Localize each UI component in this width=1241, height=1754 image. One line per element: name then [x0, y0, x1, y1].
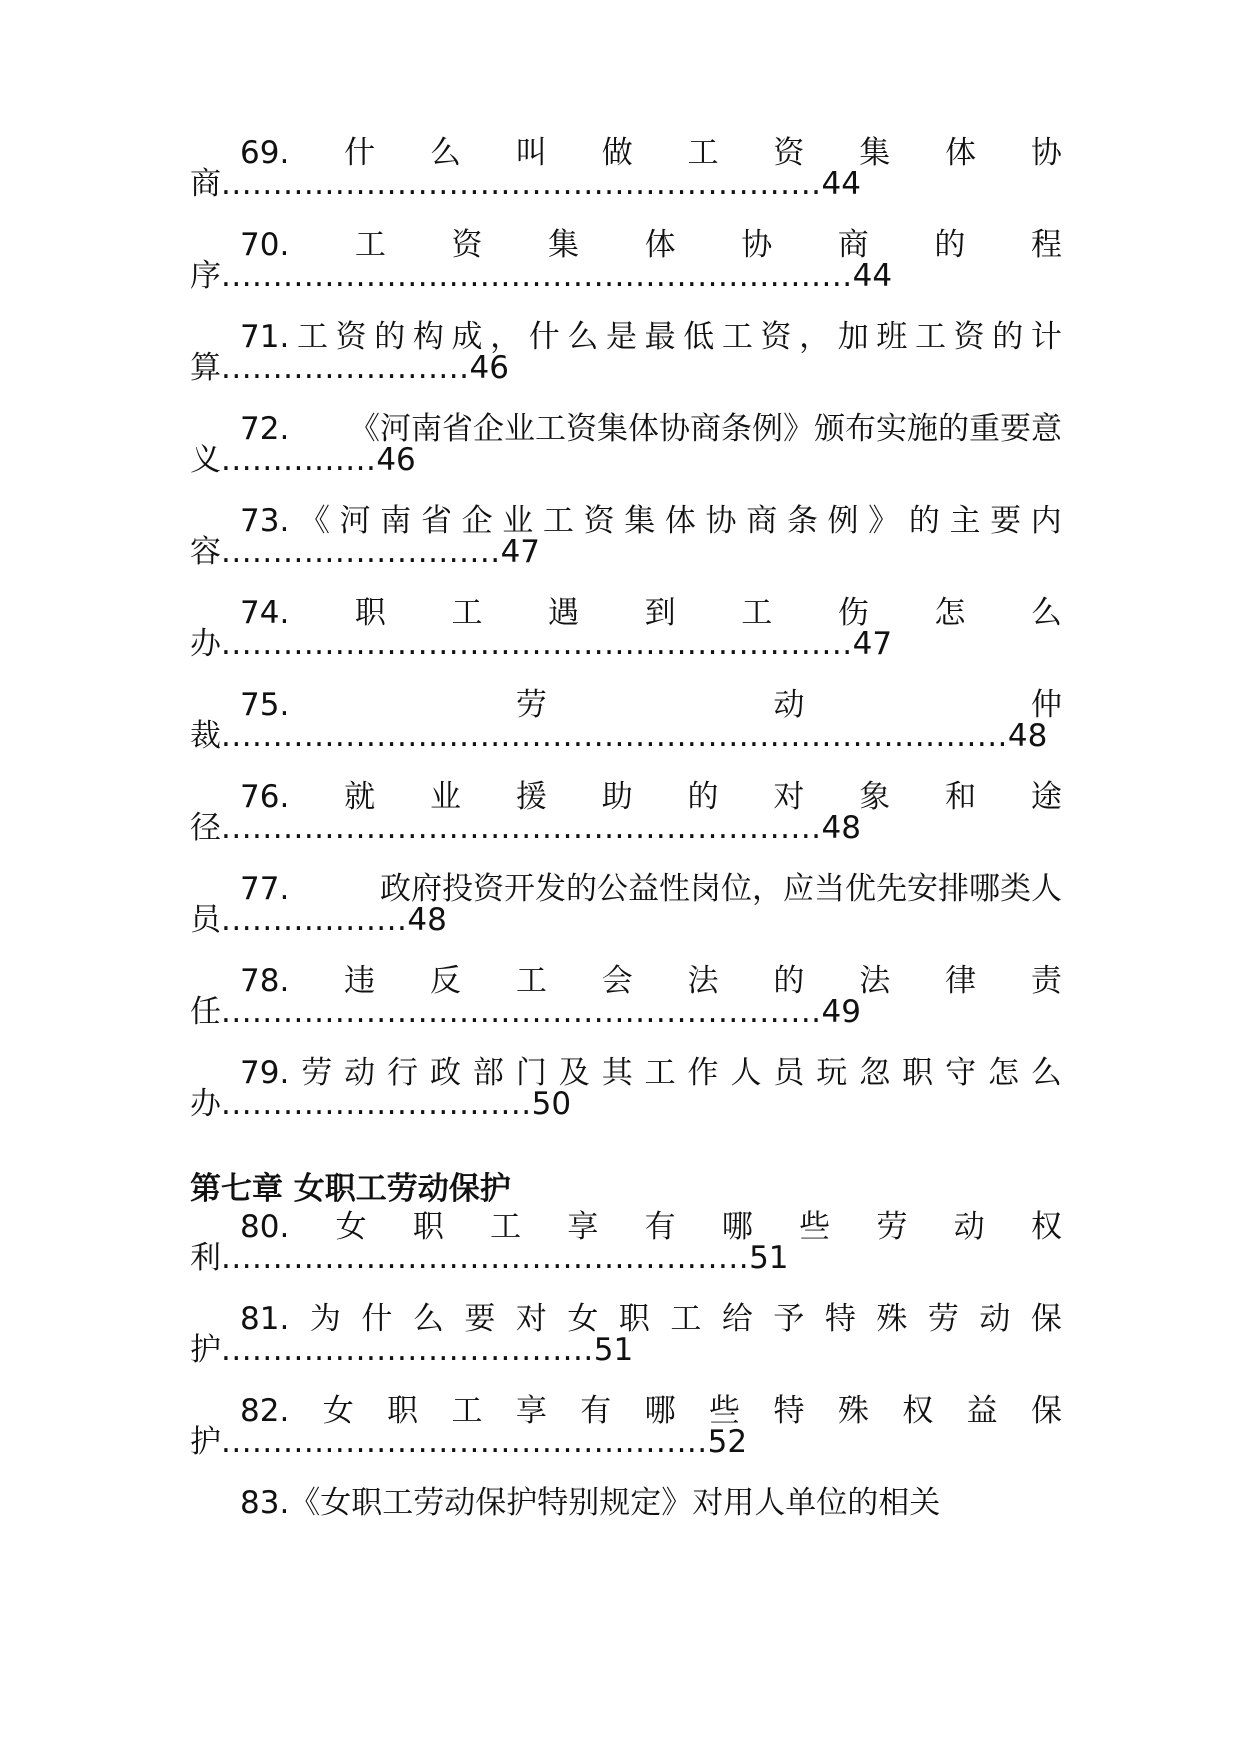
toc-entry-title-segment: 职 [618, 1301, 650, 1337]
toc-page-number: 46 [469, 350, 509, 386]
toc-entry-title-segment: 特 [773, 1393, 805, 1429]
toc-entry-title-segment: 政府投资开发的公益性岗位，应当优先安排哪类人 [380, 871, 1062, 907]
toc-entry-title-segment: 么 [430, 135, 461, 171]
toc-entry-title-segment: 门 [515, 1055, 547, 1091]
toc-entry-title-segment: 有 [644, 1209, 676, 1245]
toc-entry-title-segment: 例 [827, 503, 859, 539]
toc-entry-title-segment: 劳 [515, 687, 547, 723]
chapter-heading: 第七章 女职工劳动保护 [190, 1171, 511, 1207]
toc-entry-title-segment: 工 [296, 319, 328, 355]
toc-entry-title-segment: 职 [354, 595, 386, 631]
toc-entry-number: 80. [240, 1209, 290, 1245]
toc-entry-number: 70. [240, 227, 290, 263]
toc-entry-title-segment: 哪 [721, 1209, 753, 1245]
toc-entry-title-line [190, 779, 1062, 815]
toc-entry-title-segment: 劳 [301, 1055, 333, 1091]
toc-entry-title-segment: 计 [1030, 319, 1062, 355]
toc-entry[interactable] [190, 963, 1062, 1058]
toc-entry-title-segment: 体 [644, 227, 676, 263]
toc-entry-title-segment: 些 [799, 1209, 831, 1245]
toc-entry[interactable] [190, 687, 1062, 782]
toc-entries-section-7 [190, 1209, 1062, 1488]
toc-entry-title-tail: 任 [190, 994, 221, 1030]
toc-entry-title-segment: 的 [687, 779, 719, 815]
toc-entry-title-segment: 要 [990, 503, 1022, 539]
toc-entry-title-segment: 《河南省企业工资集体协商条例》颁布实施的重要意 [349, 411, 1062, 447]
toc-entry-title-segment: 殊 [837, 1393, 869, 1429]
toc-dot-leader: .......................................................... [221, 166, 822, 202]
toc-entry-title-segment: 女 [322, 1393, 354, 1429]
toc-entry-title-segment: 有 [580, 1393, 612, 1429]
toc-entry-title-segment: 程 [1030, 227, 1062, 263]
toc-entry-title-segment: 么 [1030, 595, 1062, 631]
toc-entry-title-segment: 主 [949, 503, 981, 539]
toc-entry-title-segment: 班 [876, 319, 908, 355]
toc-page-number: 46 [376, 442, 416, 478]
toc-entry-title-segment: 工 [721, 319, 753, 355]
toc-entry-title-segment: 商 [837, 227, 869, 263]
toc-entry-title-segment: 的 [908, 503, 940, 539]
toc-entry-title-segment: 员 [773, 1055, 805, 1091]
toc-entry-title-segment: 资 [773, 135, 805, 171]
toc-entry[interactable] [190, 779, 1062, 874]
toc-entry-title-segment: 守 [945, 1055, 977, 1091]
toc-entry-leader-line [190, 1240, 1062, 1276]
toc-entry-title-tail: 护 [190, 1332, 221, 1368]
toc-entry-title-segment: 工 [542, 503, 574, 539]
toc-entry-number: 72. [240, 411, 290, 447]
toc-dot-leader: ............................................................................ [221, 718, 1008, 754]
toc-entry-number: 76. [240, 779, 290, 815]
toc-entry-title-segment: 业 [430, 779, 461, 815]
toc-entry[interactable] [190, 1209, 1062, 1304]
toc-entry-title-segment: 违 [344, 963, 376, 999]
toc-entry-leader-line [190, 718, 1062, 754]
toc-entry[interactable] [190, 1393, 1062, 1488]
toc-entry[interactable] [190, 319, 1062, 414]
toc-entry-title-segment: 加 [837, 319, 869, 355]
toc-dot-leader: ............................................................. [221, 626, 853, 662]
toc-entry-title-segment: 法 [859, 963, 891, 999]
toc-entry-title-segment: 么 [412, 1301, 444, 1337]
toc-entry-title-line [190, 687, 1062, 723]
toc-entry-title-segment: 什 [361, 1301, 393, 1337]
toc-entry-number: 75. [240, 687, 290, 723]
toc-entry-title-segment: 工 [451, 1393, 483, 1429]
toc-entry-title-segment: 权 [902, 1393, 934, 1429]
toc-entry-title-tail: 序 [190, 258, 221, 294]
toc-entry-title-segment: 要 [464, 1301, 496, 1337]
toc-entry-leader-line [190, 994, 1062, 1030]
toc-entry-title-segment: 劳 [876, 1209, 908, 1245]
toc-page-number: 50 [531, 1086, 572, 1122]
toc-entry-title-segment: 集 [624, 503, 656, 539]
toc-entry-title-segment: 些 [709, 1393, 741, 1429]
toc-entry-title-segment: 哪 [644, 1393, 676, 1429]
toc-entry-title-segment: 保 [1031, 1393, 1062, 1429]
toc-entry-leader-line [190, 1424, 1062, 1460]
toc-entry-title-segment: 》 [868, 503, 900, 539]
toc-dot-leader: .......................................................... [221, 994, 822, 1030]
toc-entry-title-segment: 的 [374, 319, 406, 355]
toc-dot-leader: .................. [221, 902, 408, 938]
toc-entry[interactable] [190, 135, 1062, 230]
toc-page-number: 51 [593, 1332, 634, 1368]
toc-entry-title-segment: 工 [490, 1209, 522, 1245]
toc-entry-leader-line [190, 258, 1062, 294]
toc-entry-title-segment: 予 [773, 1301, 805, 1337]
toc-page-number: 47 [852, 626, 893, 662]
toc-entry-title-segment: 动 [953, 1209, 985, 1245]
toc-entry-title-segment: 做 [601, 135, 633, 171]
toc-entry-title-line [190, 1209, 1062, 1245]
toc-entry-title-segment: 构 [412, 319, 444, 355]
toc-entry-title-segment: 和 [945, 779, 977, 815]
toc-entry-title-segment: ， [799, 319, 831, 355]
toc-entry-title-line [190, 871, 1062, 907]
toc-entry-title-segment: 享 [567, 1209, 599, 1245]
toc-entry-title-segment: 玩 [816, 1055, 848, 1091]
toc-entry-title-segment: 资 [451, 227, 483, 263]
toc-entry-title-tail: 裁 [190, 718, 221, 754]
toc-entry-title-segment: 资 [760, 319, 792, 355]
toc-entry-title-segment: 会 [601, 963, 633, 999]
toc-entry-title-segment: 人 [730, 1055, 762, 1091]
toc-entry-title-segment: 叫 [515, 135, 547, 171]
toc-entry-title-segment: 责 [1030, 963, 1062, 999]
toc-entry-title-segment: 律 [945, 963, 977, 999]
toc-entry-title-segment: 象 [859, 779, 891, 815]
toc-entry-number: 69. [240, 135, 290, 171]
toc-page-number: 47 [500, 534, 541, 570]
toc-entry-title-segment: 反 [430, 963, 461, 999]
toc-page-number: 48 [1007, 718, 1048, 754]
toc-entry-title-tail: 护 [190, 1424, 221, 1460]
toc-entry-title-segment: 的 [773, 963, 805, 999]
toc-entry[interactable] [190, 871, 1062, 966]
toc-entry[interactable] [190, 227, 1062, 322]
toc-entry-title-segment: 资 [335, 319, 367, 355]
toc-entry-title-tail: 义 [190, 442, 221, 478]
toc-entry-title-segment: 途 [1030, 779, 1062, 815]
toc-entry-title-segment: 动 [344, 1055, 376, 1091]
toc-entry-title-segment: 什 [528, 319, 560, 355]
toc-entry-title-segment: 到 [644, 595, 676, 631]
toc-dot-leader: .......................................................... [221, 810, 822, 846]
toc-entry-title-segment: 工 [451, 595, 483, 631]
toc-entry-title-line [190, 595, 1062, 631]
toc-entry[interactable] [190, 1055, 1062, 1150]
toc-entry-number: 74. [240, 595, 290, 631]
toc-entry-title-tail: 利 [190, 1240, 221, 1276]
toc-entry-title-segment: 职 [412, 1209, 444, 1245]
toc-entry-title-segment: 益 [966, 1393, 998, 1429]
toc-entry-title-segment: 及 [558, 1055, 590, 1091]
toc-entry-title-segment: 体 [664, 503, 696, 539]
toc-entry-title-segment: 权 [1030, 1209, 1062, 1245]
toc-dot-leader: .............................. [221, 1086, 532, 1122]
toc-entry-title-segment: 仲 [1031, 687, 1062, 723]
toc-entry-title-tail: 算 [190, 350, 221, 386]
toc-entry-title-segment: 行 [387, 1055, 419, 1091]
toc-entry-title-segment: 集 [548, 227, 580, 263]
toc-entry-title-segment: 成 [451, 319, 483, 355]
toc-entry[interactable] [190, 503, 1062, 598]
toc-entry-title-line [190, 135, 1062, 171]
toc-entry-title-line [190, 319, 1062, 355]
toc-entry-title-segment: 条 [786, 503, 818, 539]
toc-entry-title-tail: 办 [190, 626, 221, 662]
toc-entry-title-tail: 商 [190, 166, 221, 202]
toc-entry-leader-line [190, 534, 1062, 570]
toc-entry-title-segment: 的 [934, 227, 966, 263]
toc-entry-title-line [190, 963, 1062, 999]
toc-page-number: 51 [749, 1240, 789, 1276]
toc-entry-title-segment: 资 [583, 503, 615, 539]
toc-dot-leader: ........................ [221, 350, 470, 386]
toc-entry-title-segment: 援 [515, 779, 547, 815]
toc-entry-leader-line [190, 902, 1062, 938]
toc-entry-leader-line [190, 1086, 1062, 1122]
toc-dot-leader: ............................................................. [221, 258, 853, 294]
toc-entry-title-segment: 工 [914, 319, 946, 355]
toc-entry-title-segment: 对 [773, 779, 805, 815]
toc-entry-title-segment: 保 [1030, 1301, 1062, 1337]
toc-dot-leader: ............... [221, 442, 377, 478]
toc-entry-title-line [190, 1055, 1062, 1091]
toc-entry-title-segment: 商 [746, 503, 778, 539]
toc-dot-leader: ................................................... [221, 1240, 750, 1276]
toc-entry-title-segment: 工 [670, 1301, 702, 1337]
toc-entry-title-segment: 忽 [859, 1055, 891, 1091]
table-of-contents [190, 135, 1062, 1521]
toc-entry-title-segment: ， [490, 319, 522, 355]
toc-entry-title-segment: 协 [741, 227, 773, 263]
toc-entry-title-segment: 集 [859, 135, 891, 171]
toc-entry-title-segment: 助 [601, 779, 633, 815]
toc-entry-number: 82. [240, 1393, 290, 1429]
toc-entry-title-segment: 殊 [876, 1301, 908, 1337]
toc-entry-title-segment: 享 [515, 1393, 547, 1429]
toc-page-number: 44 [821, 166, 861, 202]
toc-page-number: 48 [407, 902, 447, 938]
toc-entry-number: 81. [240, 1301, 290, 1337]
toc-entry-title-segment: 动 [773, 687, 805, 723]
toc-entry-title-segment: 协 [705, 503, 737, 539]
toc-entry-title-segment: 工 [354, 227, 386, 263]
toc-entry-partial: 83.《女职工劳动保护特别规定》对用人单位的相关 [240, 1485, 941, 1521]
toc-entry-title-segment: 职 [902, 1055, 934, 1091]
toc-entry-title-segment: 政 [430, 1055, 461, 1091]
toc-entry-title-segment: 的 [992, 319, 1024, 355]
toc-entry-title-segment: 什 [344, 135, 376, 171]
toc-entry-title-segment: 工 [687, 135, 719, 171]
toc-entry-number: 77. [240, 871, 290, 907]
toc-entry-leader-line [190, 626, 1062, 662]
toc-entry-title-segment: 怎 [987, 1055, 1019, 1091]
toc-entry[interactable] [190, 411, 1062, 506]
toc-entry-leader-line [190, 442, 1062, 478]
toc-entry-title-segment: 为 [309, 1301, 341, 1337]
toc-entry-number: 79. [240, 1055, 290, 1091]
toc-entry-leader-line [190, 166, 1062, 202]
toc-dot-leader: .................................... [221, 1332, 594, 1368]
toc-entry-title-line [190, 1393, 1062, 1429]
toc-entry-title-segment: 劳 [927, 1301, 959, 1337]
toc-entry-title-segment: 职 [387, 1393, 419, 1429]
toc-entry-title-segment: 体 [945, 135, 977, 171]
toc-entry-title-line [190, 411, 1062, 447]
toc-entry-title-segment: 特 [824, 1301, 856, 1337]
toc-entry-title-segment: 《 [298, 503, 330, 539]
toc-entry-title-line [190, 227, 1062, 263]
toc-entry-title-segment: 么 [1030, 1055, 1062, 1091]
toc-entry-number: 73. [240, 503, 290, 539]
toc-page-number: 44 [852, 258, 893, 294]
toc-entry-title-segment: 法 [687, 963, 719, 999]
toc-entry-title-tail: 容 [190, 534, 221, 570]
toc-entry-title-segment: 工 [515, 963, 547, 999]
toc-entry-leader-line [190, 350, 1062, 386]
toc-entry-title-segment: 女 [335, 1209, 367, 1245]
toc-entry-title-tail: 员 [190, 902, 221, 938]
toc-entry-title-segment: 遇 [548, 595, 580, 631]
toc-entry-title-segment: 给 [721, 1301, 753, 1337]
toc-entry-title-segment: 资 [953, 319, 985, 355]
toc-entry-leader-line [190, 1332, 1062, 1368]
toc-entry-title-segment: 业 [502, 503, 534, 539]
toc-entry-title-segment: 工 [644, 1055, 676, 1091]
toc-entry-title-tail: 径 [190, 810, 221, 846]
toc-entry-title-segment: 是 [605, 319, 637, 355]
toc-entry-number: 71. [240, 319, 290, 355]
toc-entry-title-segment: 南 [380, 503, 412, 539]
toc-entry-title-segment: 对 [515, 1301, 547, 1337]
toc-entry-title-segment: 怎 [934, 595, 966, 631]
toc-entry-title-line [190, 503, 1062, 539]
toc-entry-number: 78. [240, 963, 290, 999]
toc-entry-title-segment: 么 [567, 319, 599, 355]
toc-entry-title-segment: 河 [339, 503, 371, 539]
toc-entry-title-segment: 协 [1030, 135, 1062, 171]
toc-entry-title-line [190, 1301, 1062, 1337]
toc-entry-title-segment: 伤 [837, 595, 869, 631]
toc-entry-title-segment: 作 [687, 1055, 719, 1091]
toc-page-number: 52 [707, 1424, 748, 1460]
toc-entry-title-segment: 就 [344, 779, 376, 815]
toc-entry-title-segment: 企 [461, 503, 493, 539]
toc-dot-leader: ............................................... [221, 1424, 708, 1460]
toc-page-number: 48 [821, 810, 861, 846]
toc-entry-title-tail: 办 [190, 1086, 221, 1122]
toc-entry-title-segment: 工 [741, 595, 773, 631]
toc-page-number: 49 [821, 994, 861, 1030]
toc-dot-leader: ........................... [221, 534, 501, 570]
toc-entry-title-segment: 动 [979, 1301, 1011, 1337]
toc-entry-title-segment: 内 [1030, 503, 1062, 539]
toc-entry-title-segment: 其 [601, 1055, 633, 1091]
toc-entry-title-segment: 省 [420, 503, 452, 539]
toc-entry-title-segment: 部 [472, 1055, 504, 1091]
toc-entries-section-6 [190, 135, 1062, 1150]
toc-entry-title-segment: 低 [683, 319, 715, 355]
toc-entry[interactable] [190, 1301, 1062, 1396]
toc-entry-leader-line [190, 810, 1062, 846]
toc-entry-title-segment: 最 [644, 319, 676, 355]
toc-entry-title-segment: 女 [567, 1301, 599, 1337]
toc-entry[interactable] [190, 595, 1062, 690]
